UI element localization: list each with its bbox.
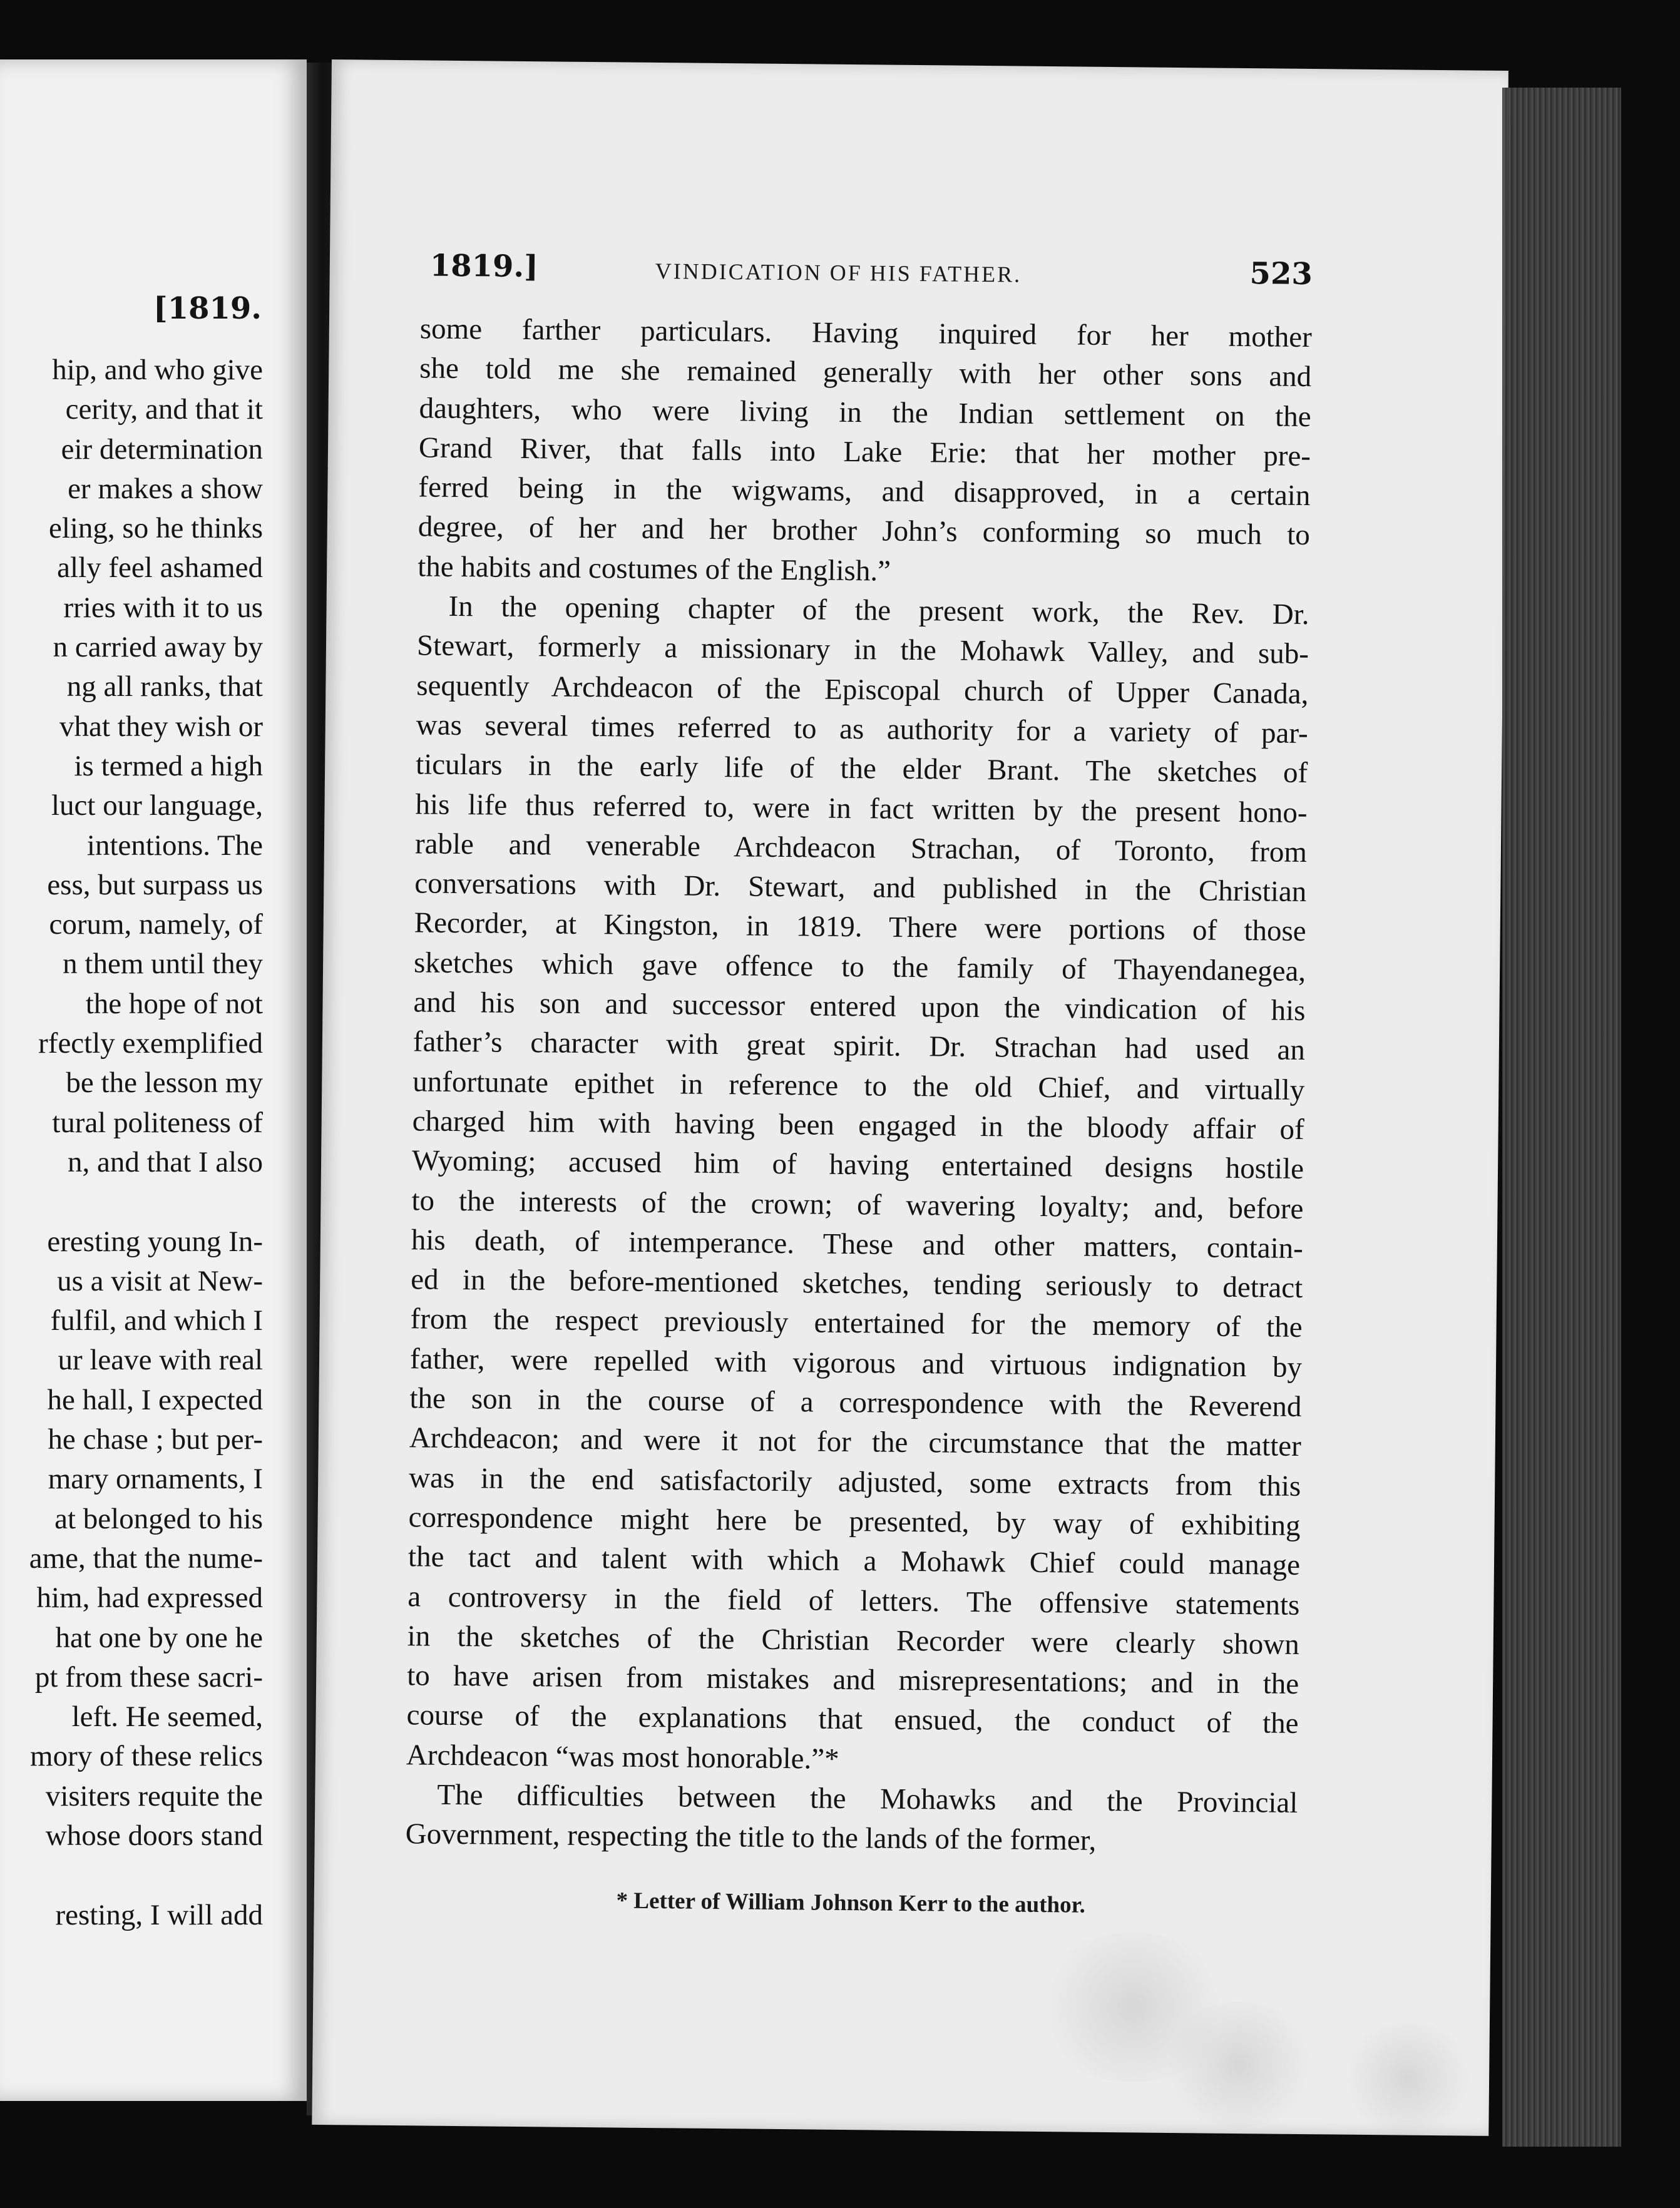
left-page-line: us a visit at New- xyxy=(57,1264,263,1297)
text-line: his death, of intemperance. These and other matters, contain- xyxy=(411,1224,1304,1265)
text-line: Recorder, at Kingston, in 1819. There were portions of those xyxy=(414,906,1306,948)
left-page-line: corum, namely, of xyxy=(49,908,263,941)
text-line: daughters, who were living in the Indian settlement on the xyxy=(419,391,1311,433)
text-line: unfortunate epithet in reference to the old Chief, and virtually xyxy=(412,1065,1305,1107)
running-head-title: VINDICATION OF HIS FATHER. xyxy=(655,258,1022,287)
text-line: Government, respecting the title to the lands of the former, xyxy=(405,1817,1097,1858)
left-page-line: left. He seemed, xyxy=(71,1700,263,1734)
text-line: some farther particulars. Having inquired for her mother xyxy=(419,312,1313,354)
text-line: in the sketches of the Christian Recorder were clearly shown xyxy=(407,1620,1300,1661)
left-page-line: whose doors stand xyxy=(45,1819,263,1852)
text-line: the tact and talent with which a Mohawk Chief could manage xyxy=(407,1540,1301,1582)
text-line: and his son and successor entered upon the vindication of his xyxy=(413,986,1306,1028)
text-line: Grand River, that falls into Lake Erie: that her mother pre- xyxy=(418,431,1311,473)
text-line: sequently Archdeacon of the Episcopal church of Upper Canada, xyxy=(416,669,1309,710)
text-line: degree, of her and her brother John’s conforming so much to xyxy=(417,510,1311,552)
scan-smudge xyxy=(1157,2001,1321,2128)
text-line: The difficulties between the Mohawks and the Provincial xyxy=(437,1778,1298,1819)
text-line: sketches which gave offence to the family of Thayendanegea, xyxy=(413,946,1306,988)
page-number: 523 xyxy=(1249,256,1313,292)
text-line: his life thus referred to, were in fact written by the present hono- xyxy=(415,787,1308,829)
left-page-line xyxy=(29,1182,263,1222)
left-page-line: fulfil, and which I xyxy=(50,1304,263,1337)
left-page-line xyxy=(29,1856,263,1895)
left-page-line: hip, and who give xyxy=(52,354,263,386)
left-page-line: er makes a show xyxy=(68,472,263,505)
left-page-line: mory of these relics xyxy=(30,1740,263,1773)
text-line: the son in the course of a correspondence with the Reverend xyxy=(409,1382,1302,1423)
left-page-line: eling, so he thinks xyxy=(48,512,263,545)
left-page-line: ur leave with real xyxy=(58,1344,263,1377)
left-page-line: be the lesson my xyxy=(66,1066,263,1100)
text-line: ferred being in the wigwams, and disapproved, in a certain xyxy=(418,471,1311,513)
text-line: was in the end satisfactorily adjusted, some extracts from this xyxy=(409,1461,1301,1503)
text-line: from the respect previously entertained for the memory of the xyxy=(410,1302,1303,1344)
text-line: rable and venerable Archdeacon Strachan, of Toronto, from xyxy=(414,827,1308,869)
left-page-line: cerity, and that it xyxy=(65,393,263,426)
left-page-header-year: [1819. xyxy=(153,291,262,326)
left-page-line: tural politeness of xyxy=(52,1106,263,1139)
left-page-line: hat one by one he xyxy=(55,1621,263,1654)
left-page-line: him, had expressed xyxy=(36,1582,263,1615)
left-page-line: ame, that the nume- xyxy=(29,1541,263,1575)
left-page-line: intentions. The xyxy=(86,829,263,862)
text-line: charged him with having been engaged in the bloody affair of xyxy=(412,1105,1304,1146)
left-page-line: rfectly exemplified xyxy=(38,1027,263,1060)
left-page-line: is termed a high xyxy=(74,749,263,782)
left-page-line: resting, I will add xyxy=(55,1898,263,1931)
left-page-line: ng all ranks, that xyxy=(66,670,263,703)
text-line: a controversy in the field of letters. The offensive statements xyxy=(407,1580,1300,1622)
left-page-text xyxy=(29,350,263,1935)
text-line: was several times referred to as authority for a variety of par- xyxy=(416,708,1308,750)
scan-smudge xyxy=(1338,2022,1477,2136)
body-text xyxy=(405,309,1312,1863)
right-page xyxy=(312,59,1508,2136)
footnote: * Letter of William Johnson Kerr to the author. xyxy=(616,1888,1086,1918)
text-line: Archdeacon; and were it not for the circumstance that the matter xyxy=(409,1421,1302,1463)
text-line: Wyoming; accused him of having entertained designs hostile xyxy=(411,1144,1304,1186)
text-line: to the interests of the crown; of wavering loyalty; and, before xyxy=(411,1183,1304,1225)
text-line: to have arisen from mistakes and misrepresentations; and in the xyxy=(406,1659,1299,1701)
left-page-line: he chase ; but per- xyxy=(48,1423,263,1456)
left-page-line: ally feel ashamed xyxy=(57,551,263,585)
running-head xyxy=(429,248,1313,301)
left-page-line: he hall, I expected xyxy=(47,1383,263,1416)
text-line: ed in the before-mentioned sketches, tending seriously to detract xyxy=(411,1263,1303,1305)
text-line: the habits and costumes of the English.” xyxy=(417,550,891,588)
text-line: Archdeacon “was most honorable.”* xyxy=(406,1738,839,1776)
left-page-line: n them until they xyxy=(63,948,263,981)
left-page-line: rries with it to us xyxy=(63,591,263,624)
left-page-line: the hope of not xyxy=(85,987,263,1020)
text-line: Stewart, formerly a missionary in the Mohawk Valley, and sub- xyxy=(416,629,1309,671)
left-page-line: luct our language, xyxy=(51,789,263,822)
text-line: correspondence might here be presented, by way of exhibiting xyxy=(408,1501,1301,1542)
page-edge xyxy=(1502,88,1621,2147)
running-head-year: 1819.] xyxy=(429,248,539,285)
left-page xyxy=(0,59,307,2101)
text-line: she told me she remained generally with her other sons and xyxy=(419,352,1312,394)
text-line: ticulars in the early life of the elder Brant. The sketches of xyxy=(415,748,1308,790)
left-page-line: pt from these sacri- xyxy=(34,1660,263,1694)
text-line: father, were repelled with vigorous and virtuous indignation by xyxy=(409,1342,1303,1384)
left-page-line: eir determination xyxy=(61,432,263,466)
text-line: In the opening chapter of the present work, the Rev. Dr. xyxy=(448,590,1309,631)
left-page-line: n carried away by xyxy=(53,631,263,664)
text-line: conversations with Dr. Stewart, and published in the Christian xyxy=(414,867,1307,909)
left-page-line: ess, but surpass us xyxy=(47,868,263,901)
text-line: father’s character with great spirit. Dr. Strachan had used an xyxy=(412,1025,1306,1067)
left-page-line: mary ornaments, I xyxy=(48,1463,263,1496)
left-page-line: n, and that I also xyxy=(68,1145,263,1178)
left-page-line: visiters requite the xyxy=(45,1779,263,1812)
left-page-line: at belonged to his xyxy=(54,1502,263,1535)
left-page-line: eresting young In- xyxy=(47,1225,263,1258)
text-line: course of the explanations that ensued, the conduct of the xyxy=(406,1699,1299,1740)
left-page-line: vhat they wish or xyxy=(59,710,263,743)
